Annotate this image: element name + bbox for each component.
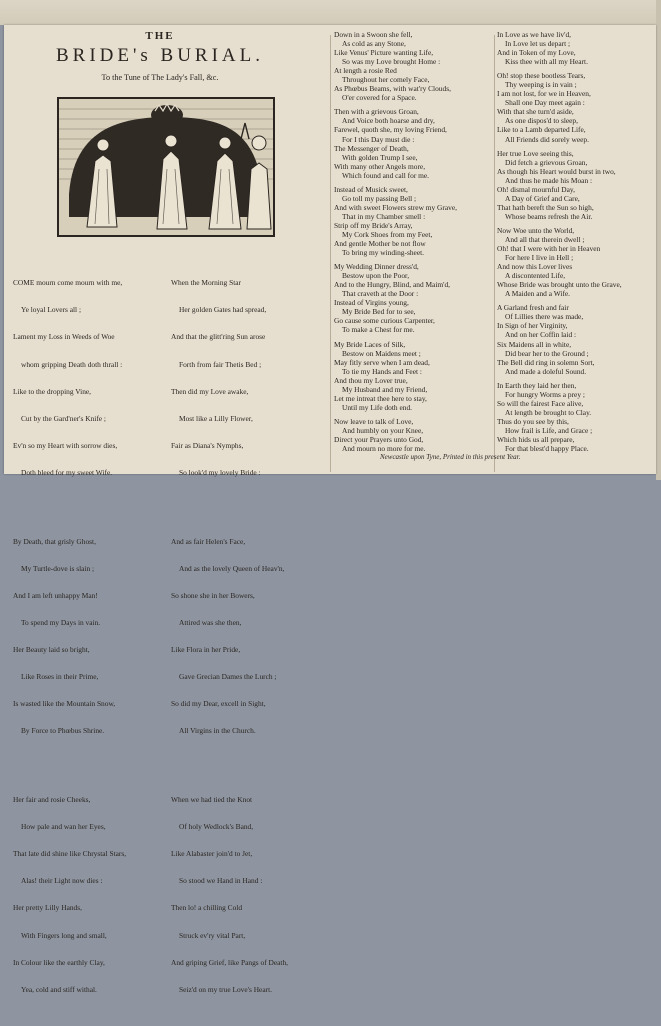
- verse-line: My Bride Bed for to see,: [342, 307, 416, 317]
- verse-line: Lament my Loss in Weeds of Woe: [13, 332, 115, 342]
- verse-line: Thus do you see by this,: [497, 416, 569, 426]
- verse-line: In Love let us depart ;: [505, 39, 571, 49]
- verse-line: With Fingers long and small,: [21, 930, 107, 940]
- stanza: [497, 226, 653, 298]
- verse-line: To make a Chest for me.: [342, 325, 415, 335]
- verse-line: Like to the dropping Vine,: [13, 386, 92, 396]
- verse-line: Her Beauty laid so bright,: [13, 645, 90, 655]
- verse-line: And to the Hungry, Blind, and Maim'd,: [334, 280, 451, 290]
- verse-line: And made a doleful Sound.: [505, 366, 587, 376]
- stanza: [497, 30, 653, 66]
- verse-column-1a: [13, 242, 171, 1026]
- verse-line: For I this Day must die :: [342, 134, 415, 144]
- verse-column-2: [334, 30, 494, 458]
- verse-line: By Death, that grisly Ghost,: [13, 536, 96, 546]
- verse-line: Forth from fair Thetis Bed ;: [179, 359, 262, 369]
- verse-line: Like Alabaster join'd to Jet,: [171, 849, 253, 859]
- verse-line: Throughout her comely Face,: [342, 75, 430, 85]
- stanza: [334, 262, 494, 334]
- verse-line: And Voice both hoarse and dry,: [342, 116, 435, 126]
- verse-line: In Love as we have liv'd,: [497, 30, 571, 39]
- page-title: BRIDE's BURIAL.: [55, 45, 265, 66]
- verse-line: In Earth they laid her then,: [497, 380, 577, 390]
- stanza: [334, 30, 494, 102]
- verse-line: Farewel, quoth she, my loving Friend,: [334, 125, 447, 135]
- stanza: [13, 518, 171, 753]
- verse-line: A Day of Grief and Care,: [505, 193, 580, 203]
- verse-line: As though his Heart would burst in two,: [497, 166, 616, 176]
- verse-line: And in Token of my Love,: [497, 48, 576, 58]
- verse-line: Doth bleed for my sweet Wife.: [21, 468, 113, 478]
- verse-line: Her golden Gates had spread,: [179, 305, 267, 315]
- verse-line: Which found and call for me.: [342, 170, 430, 180]
- verse-line: And all that therein dwell ;: [505, 234, 585, 244]
- verse-line: That in my Chamber smell :: [342, 211, 426, 221]
- verse-line: To spend my Days in vain.: [21, 617, 101, 627]
- verse-line: And on her Coffin laid :: [505, 330, 577, 340]
- verse-line: All Virgins in the Church.: [179, 726, 256, 736]
- verse-line: That hath bereft the Sun so high,: [497, 202, 594, 212]
- stanza: [334, 107, 494, 179]
- verse-line: whom gripping Death doth thrall :: [21, 359, 123, 369]
- verse-line: And with sweet Flowers strew my Grave,: [334, 202, 457, 212]
- verse-line: Then with a grievous Groan,: [334, 107, 419, 117]
- verse-line: I am not lost, for we in Heaven,: [497, 89, 591, 99]
- verse-line: Alas! their Light now dies :: [21, 876, 103, 886]
- verse-line: My Turtle-dove is slain ;: [21, 563, 95, 573]
- verse-line: And mourn no more for me.: [342, 444, 426, 454]
- title-the: THE: [145, 30, 175, 42]
- verse-line: May fitly serve when I am dead,: [334, 357, 430, 367]
- verse-line: In Colour like the earthly Clay,: [13, 957, 105, 967]
- verse-line: For that blest'd happy Place.: [505, 444, 589, 454]
- verse-line: For hungry Worms a prey ;: [505, 389, 585, 399]
- verse-line: And gentle Mother be not flow: [334, 239, 426, 249]
- stanza: [171, 518, 326, 753]
- verse-line: Like Roses in their Prime,: [21, 672, 99, 682]
- verse-line: Fair as Diana's Nymphs,: [171, 441, 244, 451]
- verse-line: Six Maidens all in white,: [497, 339, 572, 349]
- verse-line: Ye loyal Lovers all ;: [21, 305, 82, 315]
- verse-line: Gave Grecian Dames the Lurch ;: [179, 672, 277, 682]
- verse-line: Oh! that I were with her in Heaven: [497, 244, 601, 254]
- verse-line: Like Flora in her Pride,: [171, 645, 241, 655]
- verse-line: And I am left unhappy Man!: [13, 590, 98, 600]
- verse-line: My Husband and my Friend,: [342, 384, 428, 394]
- verse-line: So stood we Hand in Hand :: [179, 876, 263, 886]
- verse-line: That craveth at the Door :: [342, 289, 419, 299]
- verse-line: Let me intreat thee here to stay,: [334, 393, 427, 403]
- verse-column-1b: [171, 242, 326, 1026]
- verse-line: A Garland fresh and fair: [497, 303, 569, 313]
- verse-line: O'er covered for a Space.: [342, 93, 417, 103]
- verse-line: Like to a Lamb departed Life,: [497, 125, 586, 135]
- column-divider: [494, 35, 495, 472]
- verse-line: Like Venus' Picture wanting Life,: [334, 48, 434, 58]
- verse-line: At length a rosie Red: [334, 66, 397, 76]
- verse-line: Oh! stop these bootless Tears,: [497, 71, 586, 81]
- verse-line: With many other Angels more,: [334, 161, 426, 171]
- verse-line: When the Morning Star: [171, 278, 241, 288]
- verse-line: And griping Grief, like Pangs of Death,: [171, 957, 288, 967]
- verse-line: A discontented Life,: [505, 271, 566, 281]
- verse-line: Down in a Swoon she fell,: [334, 30, 413, 39]
- verse-line: Then did my Love awake,: [171, 386, 249, 396]
- verse-line: And now this Lover lives: [497, 262, 573, 272]
- woodcut-image: [59, 99, 273, 235]
- verse-line: And as fair Helen's Face,: [171, 536, 246, 546]
- verse-line: As cold as any Stone,: [342, 39, 406, 49]
- verse-line: Most like a Lilly Flower,: [179, 413, 253, 423]
- verse-line: To bring my winding-sheet.: [342, 248, 424, 258]
- verse-line: So look'd my lovely Bride :: [179, 468, 261, 478]
- verse-line: Bestow upon the Poor,: [342, 271, 410, 281]
- verse-line: Strip off my Bride's Array,: [334, 220, 413, 230]
- verse-line: With golden Trump I see,: [342, 152, 418, 162]
- verse-line: Of holy Wedlock's Band,: [179, 821, 254, 831]
- verse-line: Her pretty Lilly Hands,: [13, 903, 82, 913]
- stanza: [497, 71, 653, 143]
- verse-line: Yea, cold and stiff withal.: [21, 984, 97, 994]
- verse-line: Kiss thee with all my Heart.: [505, 57, 588, 67]
- verse-line: How pale and wan her Eyes,: [21, 821, 106, 831]
- verse-line: Instead of Musick sweet,: [334, 184, 408, 194]
- verse-line: Now Woe unto the World,: [497, 225, 575, 235]
- column-divider: [330, 35, 331, 472]
- verse-line: Cut by the Gard'ner's Knife ;: [21, 413, 106, 423]
- verse-line: As one dispos'd to sleep,: [505, 116, 578, 126]
- verse-line: Until my Life doth end.: [342, 402, 412, 412]
- verse-line: Her fair and rosie Cheeks,: [13, 794, 91, 804]
- verse-line: The Messenger of Death,: [334, 143, 409, 153]
- scan-top-edge: [0, 0, 661, 25]
- verse-line: Whose Bride was brought unto the Grave,: [497, 280, 622, 290]
- verse-line: Which hids us all prepare,: [497, 434, 575, 444]
- verse-line: So shone she in her Bowers,: [171, 590, 255, 600]
- verse-line: With that she turn'd aside,: [497, 107, 574, 117]
- verse-line: Go cause some curious Carpenter,: [334, 316, 435, 326]
- verse-line: To tie my Hands and Feet :: [342, 366, 422, 376]
- stanza: [334, 340, 494, 412]
- stanza: [13, 777, 171, 1012]
- verse-line: Ev'n so my Heart with sorrow dies,: [13, 441, 118, 451]
- verse-column-3: [497, 30, 653, 458]
- verse-line: That late did shine like Chrystal Stars,: [13, 849, 127, 859]
- verse-line: COME mourn come mourn with me,: [13, 278, 123, 288]
- verse-line: Thy weeping is in vain ;: [505, 80, 577, 90]
- verse-line: All Friends did sorely weep.: [505, 134, 589, 144]
- verse-line: Of Lillies there was made,: [505, 312, 584, 322]
- verse-line: At length be brought to Clay.: [505, 407, 592, 417]
- verse-line: And humbly on your Knee,: [342, 425, 424, 435]
- verse-line: Struck ev'ry vital Part,: [179, 930, 246, 940]
- verse-line: Direct your Prayers unto God,: [334, 434, 424, 444]
- verse-line: Whose beams refresh the Air.: [505, 211, 593, 221]
- verse-line: By Force to Phœbus Shrine.: [21, 726, 105, 736]
- tune-line: To the Tune of The Lady's Fall, &c.: [101, 73, 219, 82]
- verse-line: A Maiden and a Wife.: [505, 289, 571, 299]
- scan-right-edge: [656, 0, 661, 480]
- verse-line: And as the lovely Queen of Heav'n,: [179, 563, 285, 573]
- verse-line: My Wedding Dinner dress'd,: [334, 262, 419, 272]
- verse-line: When we had tied the Knot: [171, 794, 253, 804]
- verse-line: Is wasted like the Mountain Snow,: [13, 699, 116, 709]
- verse-line: How frail is Life, and Grace ;: [505, 425, 593, 435]
- verse-line: And thus he made his Moan :: [505, 175, 593, 185]
- stanza: [497, 381, 653, 453]
- verse-line: Bestow on Maidens meet ;: [342, 348, 421, 358]
- verse-line: So was my Love brought Home :: [342, 57, 441, 67]
- verse-line: My Bride Laces of Silk,: [334, 339, 406, 349]
- woodcut-illustration: [57, 97, 275, 237]
- verse-line: Instead of Virgins young,: [334, 298, 409, 308]
- verse-line: The Bell did ring in solemn Sort,: [497, 357, 595, 367]
- verse-line: Then lo! a chilling Cold: [171, 903, 243, 913]
- stanza: [334, 417, 494, 453]
- verse-line: So will the fairest Face alive,: [497, 398, 584, 408]
- verse-line: Did bear her to the Ground ;: [505, 348, 589, 358]
- verse-line: My Cork Shoes from my Feet,: [342, 229, 433, 239]
- stanza: [171, 260, 326, 495]
- imprint-line: Newcastle upon Tyne, Printed in this present Year.: [380, 453, 521, 461]
- stanza: [497, 149, 653, 221]
- verse-line: Attired was she then,: [179, 617, 242, 627]
- stanza: [497, 303, 653, 375]
- stanza: [171, 777, 326, 1012]
- verse-line: As Phœbus Beams, with wat'ry Clouds,: [334, 84, 451, 94]
- verse-line: And thou my Lover true,: [334, 375, 408, 385]
- verse-line: So did my Dear, excell in Sight,: [171, 699, 266, 709]
- verse-line: For here I live in Hell ;: [505, 253, 574, 263]
- verse-line: And that the glitt'ring Sun arose: [171, 332, 266, 342]
- verse-line: In Sign of her Virginity,: [497, 321, 568, 331]
- verse-line: Seiz'd on my true Love's Heart.: [179, 984, 272, 994]
- verse-line: Oh! dismal mournful Day,: [497, 184, 575, 194]
- stanza: [334, 185, 494, 257]
- verse-line: Her true Love seeing this,: [497, 148, 574, 158]
- stanza: [13, 260, 171, 495]
- verse-line: Shall one Day meet again :: [505, 98, 585, 108]
- verse-line: Go toll my passing Bell ;: [342, 193, 417, 203]
- verse-line: Did fetch a grievous Groan,: [505, 157, 588, 167]
- verse-line: Now leave to talk of Love,: [334, 416, 414, 426]
